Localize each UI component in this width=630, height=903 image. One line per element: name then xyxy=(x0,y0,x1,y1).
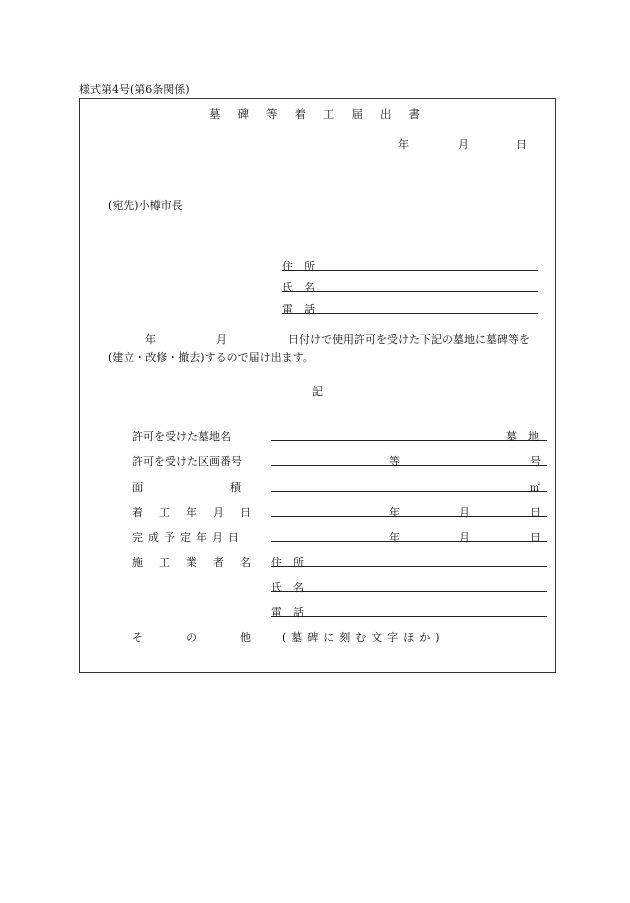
date-month: 月 xyxy=(458,138,469,151)
start-label: 着工年月日 xyxy=(132,506,267,519)
applicant-name-line[interactable] xyxy=(282,291,538,292)
applicant-address-line[interactable] xyxy=(282,270,538,271)
body-line2: (建立・改修・撤去)するので届け出ます。 xyxy=(108,351,314,364)
area-unit: ㎡ xyxy=(530,483,540,494)
contractor-phone-label: 電 話 xyxy=(271,606,304,619)
body-line1-rest: 日付けで使用許可を受けた下記の墓地に墓碑等を xyxy=(288,333,530,346)
complete-label: 完成予定年月日 xyxy=(132,531,244,544)
complete-year: 年 xyxy=(389,531,400,544)
start-day: 日 xyxy=(530,506,541,519)
form-number: 様式第4号(第6条関係) xyxy=(79,83,190,96)
contractor-name-label: 氏 名 xyxy=(271,581,304,594)
area-label: 面積 xyxy=(132,481,328,494)
form-title: 墓碑等着工届出書 xyxy=(209,107,437,121)
complete-line[interactable] xyxy=(271,541,547,542)
date-year: 年 xyxy=(398,138,409,151)
section-mid: 等 xyxy=(389,455,400,468)
date-day: 日 xyxy=(516,138,527,151)
other-note: (墓碑に刻む文字ほか) xyxy=(282,631,445,644)
applicant-address-label: 住 所 xyxy=(282,260,315,273)
start-year: 年 xyxy=(389,506,400,519)
body-year: 年 xyxy=(145,333,156,346)
contractor-phone-line[interactable] xyxy=(271,616,547,617)
start-month: 月 xyxy=(459,506,470,519)
complete-month: 月 xyxy=(459,531,470,544)
start-line[interactable] xyxy=(271,516,547,517)
body-month: 月 xyxy=(216,333,227,346)
applicant-phone-line[interactable] xyxy=(282,313,538,314)
contractor-address-line[interactable] xyxy=(271,566,547,567)
area-line[interactable] xyxy=(271,491,547,492)
addressee: (宛先)小樽市長 xyxy=(108,199,183,212)
applicant-name-label: 氏 名 xyxy=(282,281,315,294)
contractor-label: 施工業者名 xyxy=(132,556,267,569)
section-label: 許可を受けた区画番号 xyxy=(132,455,242,468)
other-label: その他 xyxy=(132,631,294,644)
section-line[interactable] xyxy=(271,465,547,466)
complete-day: 日 xyxy=(530,531,541,544)
cemetery-label: 許可を受けた墓地名 xyxy=(132,430,231,443)
ki-heading: 記 xyxy=(312,385,323,398)
cemetery-suffix: 墓 地 xyxy=(506,430,539,443)
applicant-phone-label: 電 話 xyxy=(282,303,315,316)
contractor-address-label: 住 所 xyxy=(271,556,304,569)
contractor-name-line[interactable] xyxy=(271,591,547,592)
section-suffix: 号 xyxy=(530,455,541,468)
